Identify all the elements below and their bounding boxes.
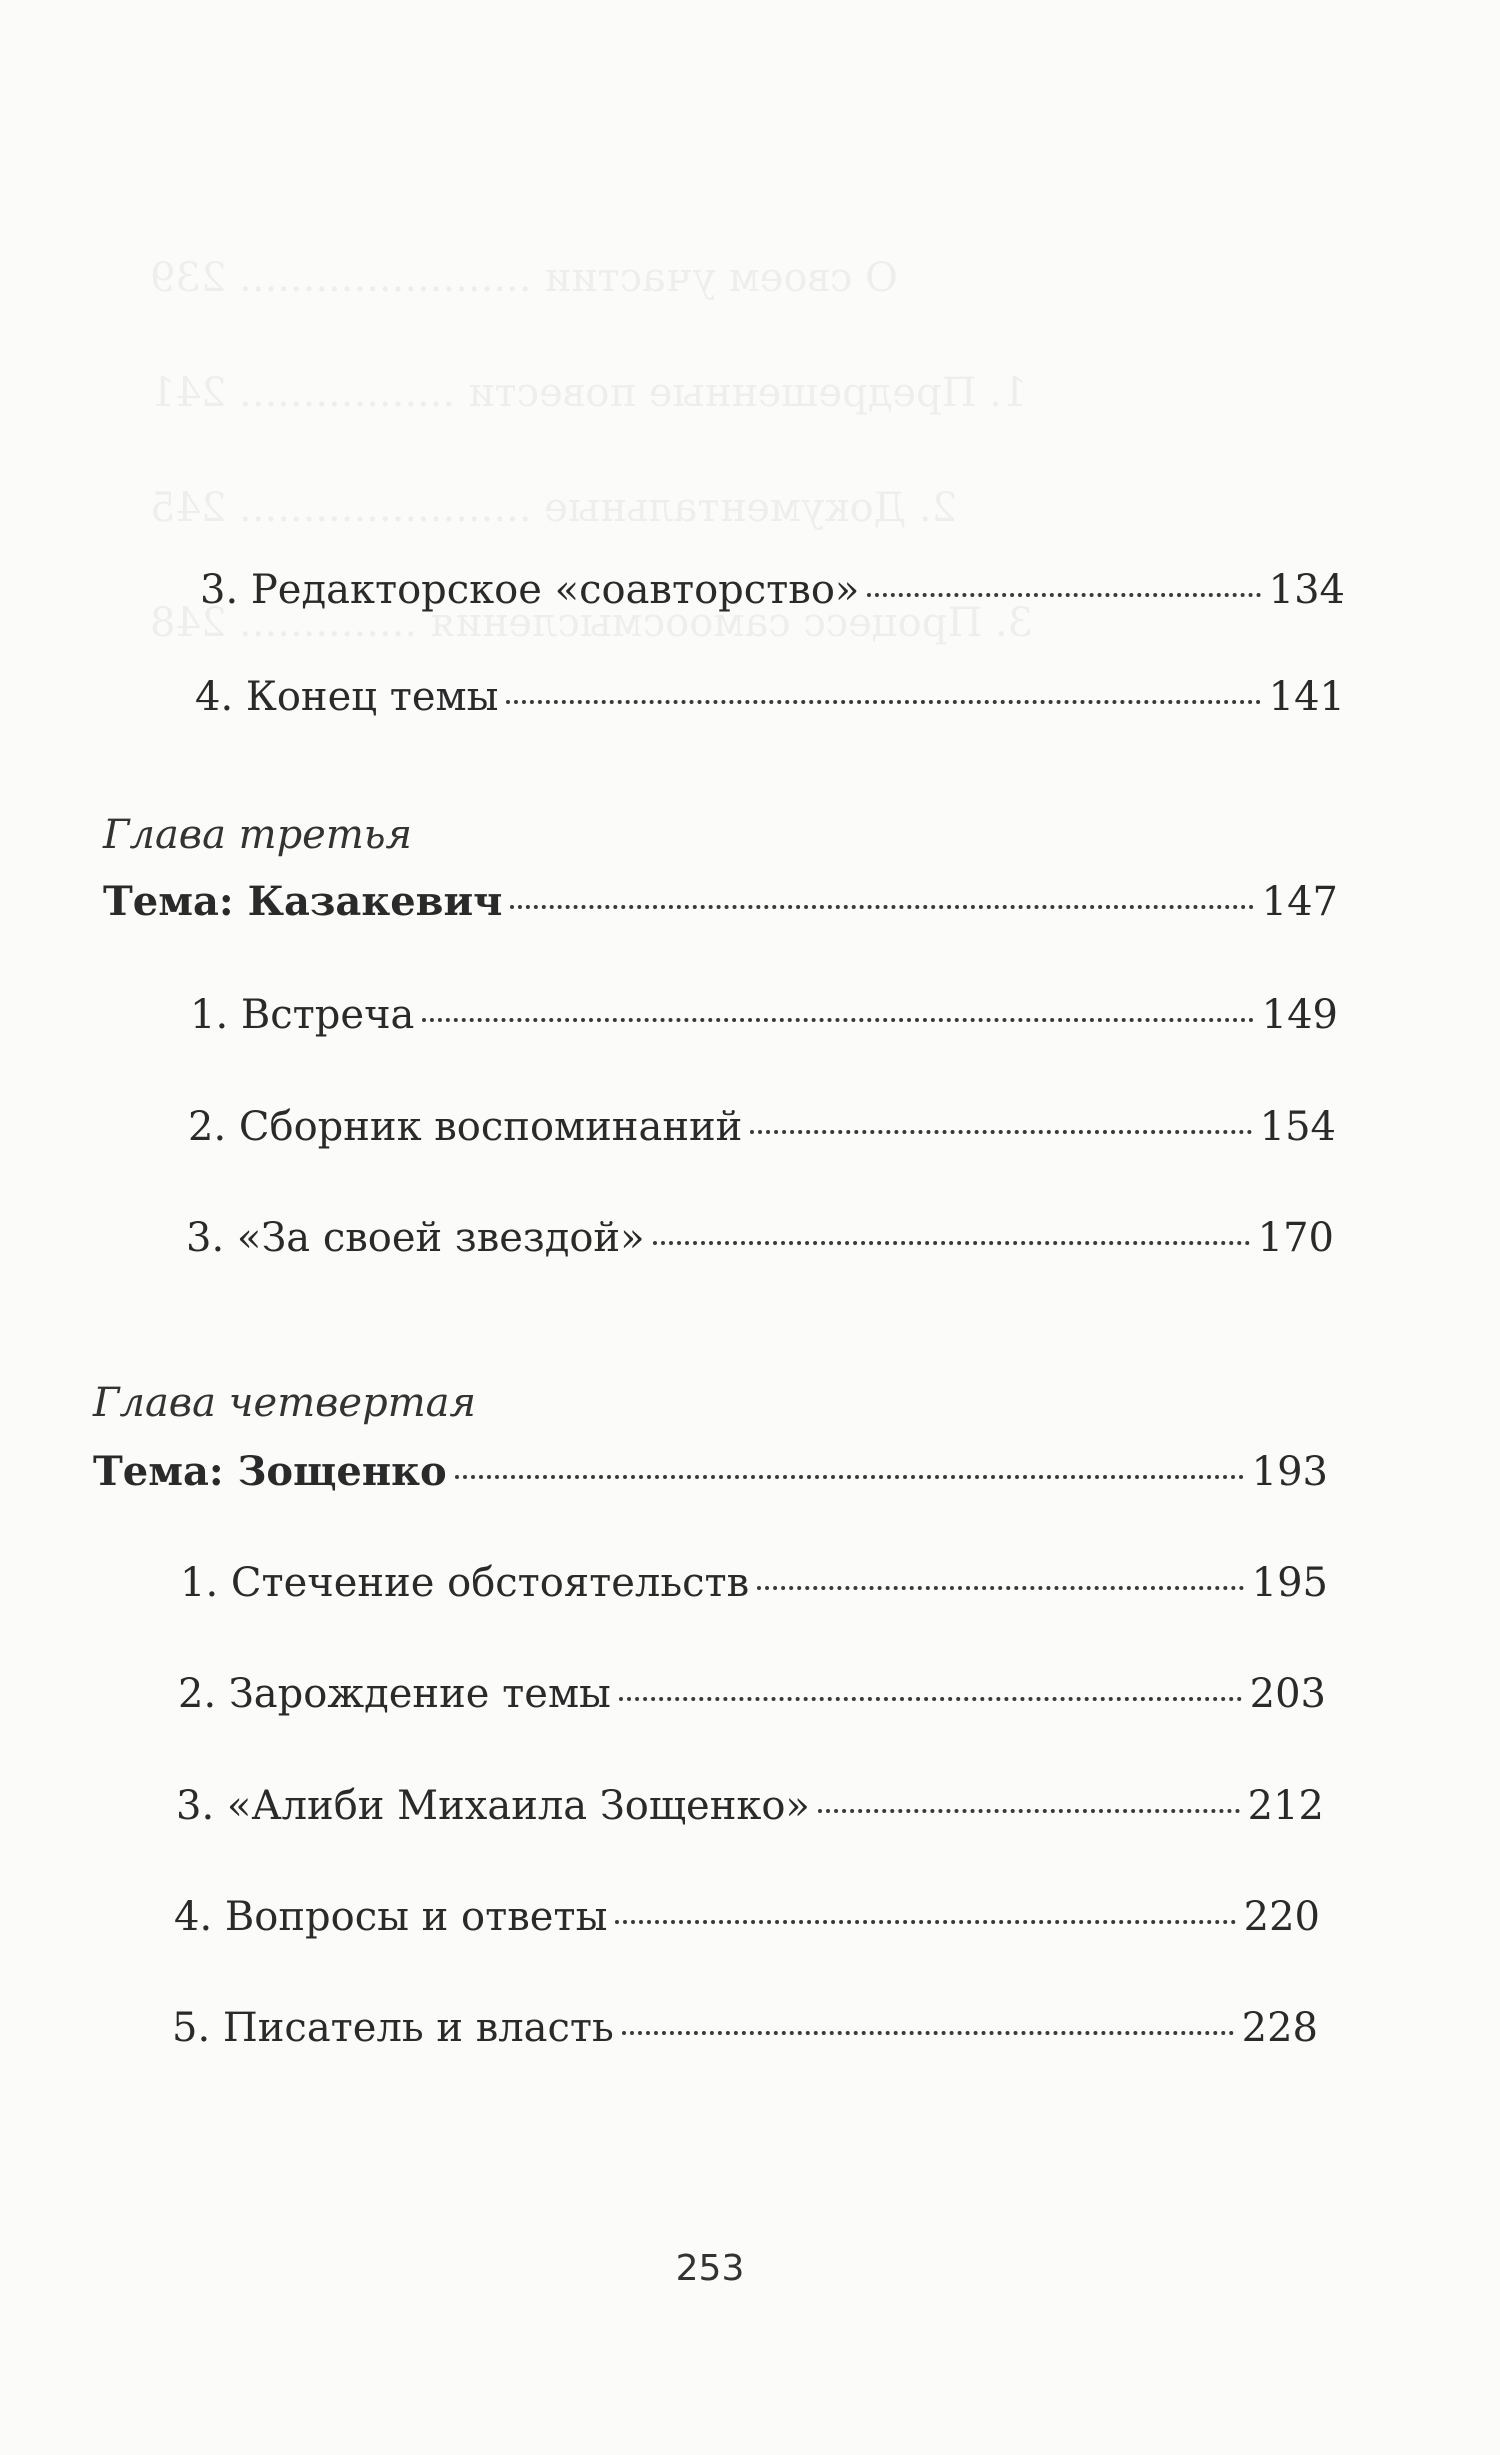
toc-entry-title: 4. Вопросы и ответы <box>174 1894 608 1940</box>
toc-entry-page: 134 <box>1268 567 1345 613</box>
toc-entry-title: 2. Сборник воспоминаний <box>188 1104 743 1150</box>
bleed-through-text: 3. Процесс самоосмысления .............. 248 <box>150 600 1034 646</box>
dot-leader <box>757 1586 1243 1590</box>
dot-leader <box>867 593 1260 597</box>
toc-entry[interactable] <box>174 1892 1320 1942</box>
toc-entry-page: 203 <box>1249 1671 1326 1717</box>
toc-entry-page: 170 <box>1257 1215 1334 1261</box>
toc-entry[interactable] <box>195 672 1345 722</box>
chapter-title: Тема: Казакевич <box>103 878 503 925</box>
toc-entry[interactable] <box>188 1102 1336 1152</box>
toc-entry-title: 4. Конец темы <box>195 674 499 720</box>
page-number: 253 <box>675 2248 745 2289</box>
dot-leader <box>653 1241 1250 1245</box>
toc-entry-title: 1. Стечение обстоятельств <box>180 1560 750 1606</box>
chapter-title: Тема: Зощенко <box>93 1448 447 1495</box>
toc-entry[interactable] <box>172 2003 1318 2053</box>
chapter-label: Глава четвертая <box>93 1380 476 1426</box>
dot-leader <box>750 1130 1251 1134</box>
dot-leader <box>818 1809 1240 1813</box>
toc-entry-page: 193 <box>1251 1449 1328 1495</box>
toc-entry[interactable] <box>180 1558 1328 1608</box>
toc-entry[interactable] <box>200 565 1345 615</box>
toc-entry-title: 3. «Алиби Михаила Зощенко» <box>176 1783 810 1829</box>
toc-entry-title: 1. Встреча <box>190 992 415 1038</box>
dot-leader <box>455 1475 1244 1479</box>
toc-entry[interactable] <box>186 1213 1334 1263</box>
toc-entry[interactable] <box>176 1781 1324 1831</box>
toc-entry-title: 2. Зарождение темы <box>178 1671 611 1717</box>
toc-entry-page: 141 <box>1268 674 1345 720</box>
dot-leader <box>619 1697 1242 1701</box>
bleed-through-text: О своем участии ....................... 239 <box>150 255 898 301</box>
chapter-title-entry[interactable] <box>103 877 1338 927</box>
toc-entry-title: 3. Редакторское «соавторство» <box>200 567 860 613</box>
chapter-title-entry[interactable] <box>93 1447 1328 1497</box>
dot-leader <box>615 1920 1235 1924</box>
toc-entry[interactable] <box>178 1669 1326 1719</box>
toc-entry-page: 220 <box>1243 1894 1320 1940</box>
bleed-through-text: 1. Предрешенные повести ................. 241 <box>150 370 1028 416</box>
toc-entry-page: 149 <box>1261 992 1338 1038</box>
toc-entry-page: 228 <box>1241 2005 1318 2051</box>
bleed-through-text: 2. Документальные ....................... 245 <box>150 485 958 531</box>
toc-entry-page: 212 <box>1247 1783 1324 1829</box>
dot-leader <box>422 1018 1253 1022</box>
toc-entry-page: 195 <box>1251 1560 1328 1606</box>
toc-entry-title: 5. Писатель и власть <box>172 2005 614 2051</box>
chapter-label: Глава третья <box>103 812 413 858</box>
dot-leader <box>510 905 1253 909</box>
toc-entry-title: 3. «За своей звездой» <box>186 1215 645 1261</box>
dot-leader <box>622 2031 1234 2035</box>
toc-entry[interactable] <box>190 990 1338 1040</box>
toc-entry-page: 154 <box>1259 1104 1336 1150</box>
dot-leader <box>506 700 1260 704</box>
toc-entry-page: 147 <box>1261 879 1338 925</box>
